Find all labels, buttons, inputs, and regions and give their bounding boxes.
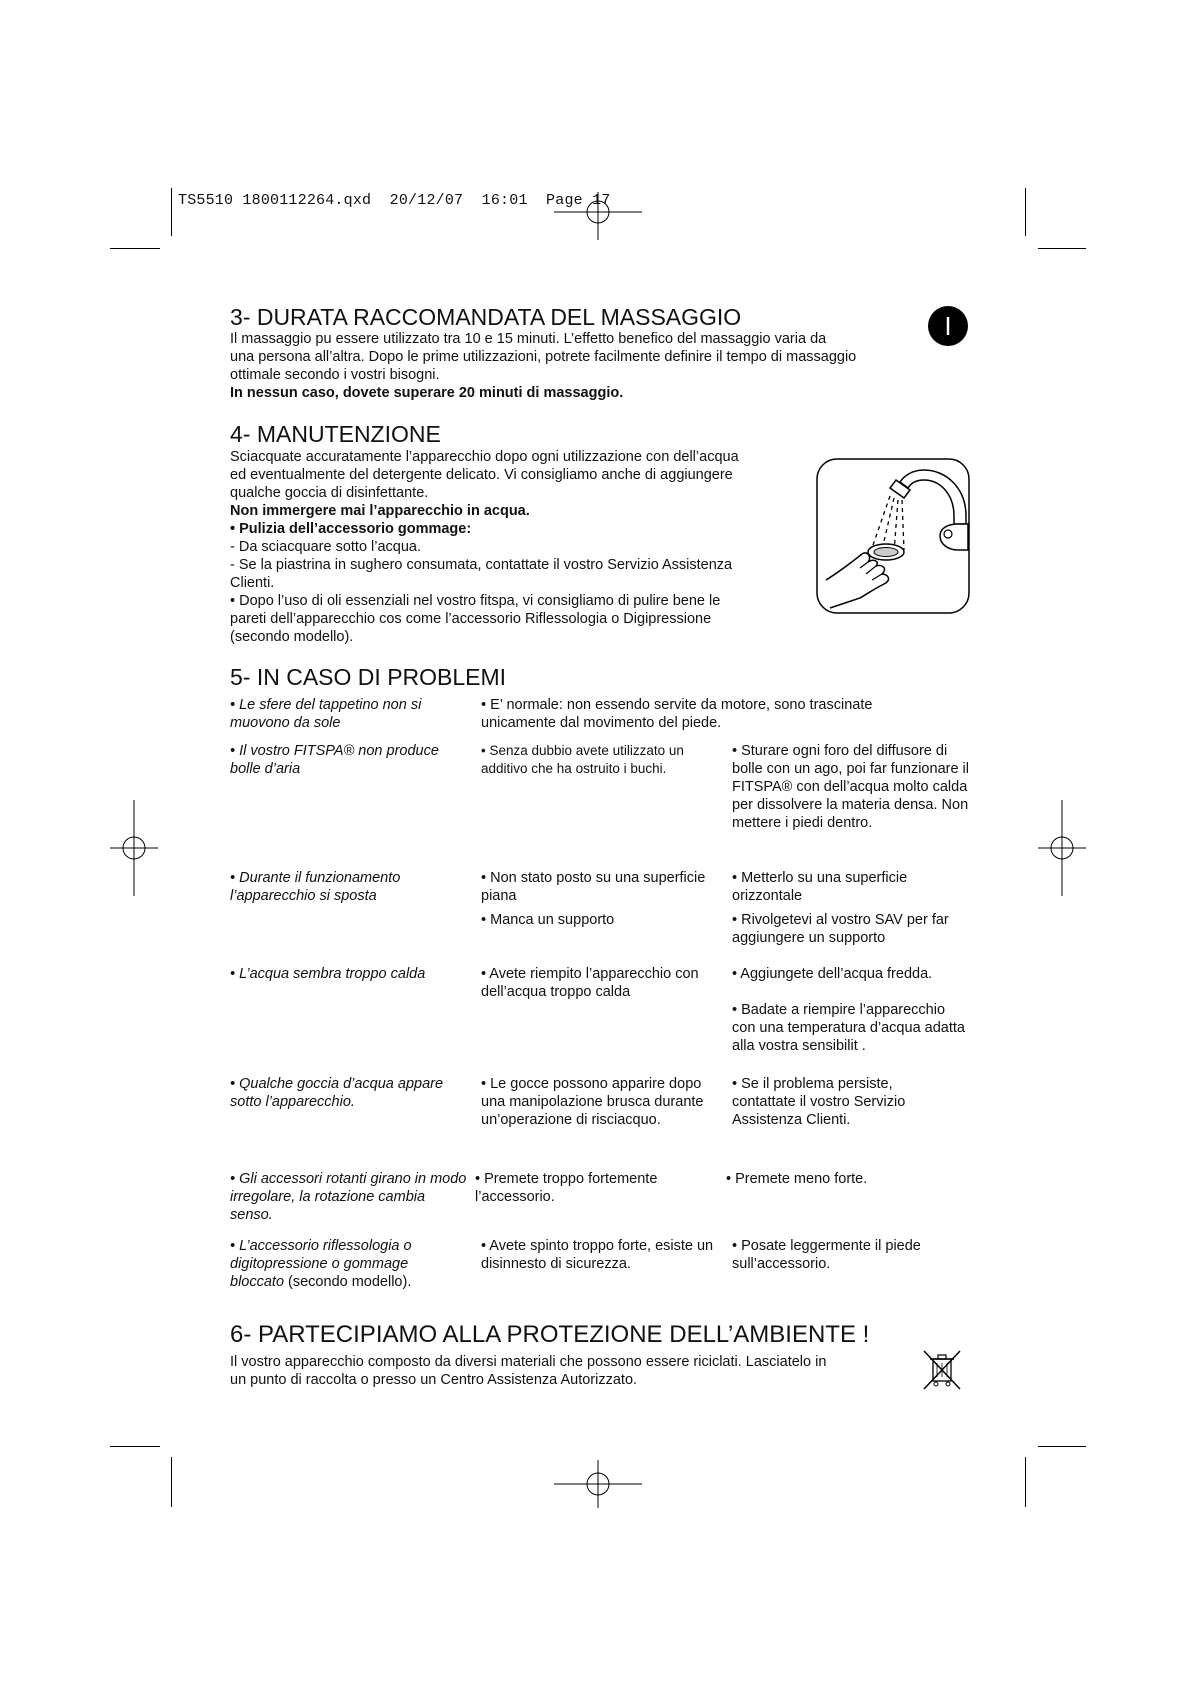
- language-badge: I: [928, 306, 968, 346]
- problem-cell: • Gli accessori rotanti girano in modo irregolare, la rotazione cambia senso.: [230, 1171, 467, 1223]
- problem-cell: • Qualche goccia d’acqua appare sotto l’apparecchio.: [230, 1076, 444, 1110]
- section-3-warning: In nessun caso, dovete superare 20 minuti di massaggio.: [230, 385, 624, 401]
- crop-mark-bottom-left-h: [110, 1446, 160, 1447]
- cause-cell: • E’ normale: non essendo servite da motore, sono trascinate unicamente dal movimento del piede.: [481, 697, 873, 731]
- cause-text: • Manca un supporto: [481, 912, 615, 928]
- crop-mark-top-left-v: [171, 188, 172, 236]
- section-4-line: - Se la piastrina in sughero consumata, contattate il vostro Servizio Assistenza: [230, 557, 733, 573]
- cause-cell: [481, 869, 721, 929]
- section-4-line: ed eventualmente del detergente delicato. Vi consigliamo anche di aggiungere: [230, 467, 733, 483]
- print-slug: TS5510 1800112264.qxd 20/12/07 16:01 Page 17: [178, 192, 611, 209]
- crop-mark-top-left-h: [110, 248, 160, 249]
- problem-cell: • Le sfere del tappetino non si muovono da sole: [230, 697, 422, 731]
- section-3-line: ottimale secondo i vostri bisogni.: [230, 367, 440, 383]
- section-6-line: un punto di raccolta o presso un Centro Assistenza Autorizzato.: [230, 1372, 638, 1388]
- cause-cell: • Avete riempito l’apparecchio con dell’acqua troppo calda: [481, 966, 699, 1000]
- solution-cell: • Se il problema persiste, contattate il vostro Servizio Assistenza Clienti.: [732, 1076, 906, 1128]
- section-4-line: (secondo modello).: [230, 629, 354, 645]
- section-4-line: - Da sciacquare sotto l’acqua.: [230, 539, 422, 555]
- crop-mark-bottom-right-v: [1025, 1457, 1026, 1507]
- crossed-out-bin-icon: [920, 1347, 964, 1391]
- section-3-line: Il massaggio pu essere utilizzato tra 10 e 15 minuti. L’effetto benefico del massaggio varia da: [230, 331, 827, 347]
- problem-suffix: (secondo modello).: [284, 1274, 412, 1290]
- registration-mark-icon: [1038, 800, 1086, 896]
- crop-mark-top-right-h: [1038, 248, 1086, 249]
- cause-cell: • Senza dubbio avete utilizzato un additivo che ha ostruito i buchi.: [481, 743, 684, 776]
- section-3-line: una persona all’altra. Dopo le prime utilizzazioni, potrete facilmente definire il tempo di massaggio: [230, 349, 857, 365]
- crop-mark-bottom-right-h: [1038, 1446, 1086, 1447]
- problem-text: • L’accessorio riflessologia o digitopressione o gommage bloccato: [230, 1238, 412, 1290]
- problem-cell: [230, 1237, 445, 1291]
- solution-cell: [732, 965, 972, 1055]
- section-4-line: Sciacquate accuratamente l’apparecchio dopo ogni utilizzazione con dell’acqua: [230, 449, 739, 465]
- section-4-warning: Non immergere mai l’apparecchio in acqua.: [230, 503, 530, 519]
- section-4-line: • Dopo l’uso di oli essenziali nel vostro fitspa, vi consigliamo di pulire bene le: [230, 593, 721, 609]
- section-6-line: Il vostro apparecchio composto da diversi materiali che possono essere riciclati. Lasciatelo in: [230, 1354, 827, 1370]
- solution-cell: • Sturare ogni foro del diffusore di bolle con un ago, poi far funzionare il FITSPA® con dell’acqua molto calda per dissolvere la materia densa. Non mettere i piedi dentro.: [732, 743, 969, 831]
- section-4-body: [230, 448, 810, 646]
- solution-cell: [732, 869, 972, 947]
- section-4-line: pareti dell’apparecchio cos come l’accessorio Riflessologia o Digipressione: [230, 611, 712, 627]
- cause-cell: • Premete troppo fortemente l’accessorio.: [475, 1171, 658, 1205]
- crop-mark-top-right-v: [1025, 188, 1026, 236]
- solution-text: • Rivolgetevi al vostro SAV per far aggiungere un supporto: [732, 912, 949, 946]
- section-4-line: Clienti.: [230, 575, 275, 591]
- registration-mark-icon: [554, 1460, 642, 1508]
- crop-mark-bottom-left-v: [171, 1457, 172, 1507]
- section-5-title: 5- IN CASO DI PROBLEMI: [230, 664, 507, 690]
- section-3-body: [230, 330, 950, 402]
- cause-cell: • Avete spinto troppo forte, esiste un disinnesto di sicurezza.: [481, 1238, 714, 1272]
- solution-cell: • Posate leggermente il piede sull’accessorio.: [732, 1238, 921, 1272]
- solution-text: • Badate a riempire l’apparecchio con una temperatura d’acqua adatta alla vostra sensibilit .: [732, 1002, 965, 1054]
- solution-text: • Aggiungete dell’acqua fredda.: [732, 966, 933, 982]
- section-4-title: 4- MANUTENZIONE: [230, 421, 441, 447]
- section-3-title: 3- DURATA RACCOMANDATA DEL MASSAGGIO: [230, 304, 742, 330]
- section-6-body: [230, 1353, 920, 1389]
- problem-cell: • Durante il funzionamento l’apparecchio si sposta: [230, 870, 401, 904]
- solution-cell: • Premete meno forte.: [726, 1171, 868, 1187]
- faucet-rinse-accessory-illustration: [816, 458, 970, 614]
- section-6-title: 6- PARTECIPIAMO ALLA PROTEZIONE DELL’AMBIENTE !: [230, 1321, 870, 1348]
- section-4-subheading: • Pulizia dell’accessorio gommage:: [230, 521, 472, 537]
- solution-text: • Metterlo su una superficie orizzontale: [732, 870, 908, 904]
- cause-text: • Non stato posto su una superficie piana: [481, 870, 706, 904]
- problem-cell: • L’acqua sembra troppo calda: [230, 966, 426, 982]
- section-4-line: qualche goccia di disinfettante.: [230, 485, 429, 501]
- problem-cell: • Il vostro FITSPA® non produce bolle d’aria: [230, 743, 439, 777]
- registration-mark-icon: [110, 800, 158, 896]
- cause-cell: • Le gocce possono apparire dopo una manipolazione brusca durante un’operazione di risciacquo.: [481, 1076, 704, 1128]
